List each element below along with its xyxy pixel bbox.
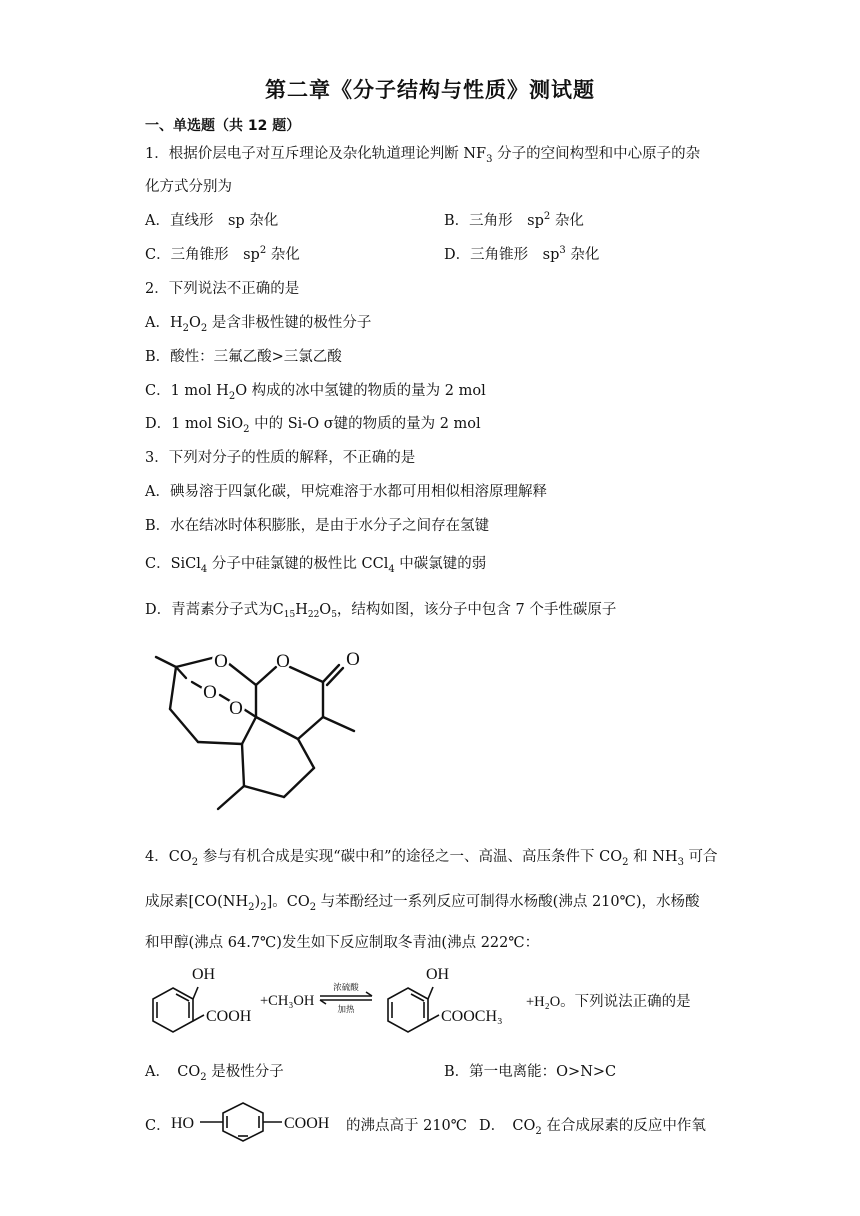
q2-option-a[interactable]: A．$H_2O_2$ 是含非极性键的极性分子 — [145, 315, 372, 334]
artemisinin-oxygen-5: O — [229, 698, 243, 719]
artemisinin-oxygen-4: O — [203, 682, 217, 703]
page-title: 第二章《分子结构与性质》测试题 — [265, 78, 595, 102]
q3-option-c[interactable]: C．SiCl$_4$ 分子中硅氯键的极性比 CCl$_4$ 中碳氯键的弱 — [145, 556, 487, 575]
hydroxybenzoic-acid-structure — [168, 1100, 348, 1144]
reactant-cooh-label: COOH — [206, 1008, 252, 1025]
q2-option-d[interactable]: D．1 mol SiO$_2$ 中的 Si-O σ键的物质的量为 2 mol — [145, 416, 481, 435]
q1-option-d[interactable]: D．三角锥形 $sp^3$ 杂化 — [444, 245, 600, 263]
q3-option-d[interactable]: D．青蒿素分子式为$C_{15}H_{22}O_5$，结构如图，该分子中包含 7 个手性碳原子 — [145, 602, 617, 620]
artemisinin-structure — [148, 645, 378, 820]
q4-stem-line3: 和甲醇(沸点 64.7℃)发生如下反应制取冬青油(沸点 222℃： — [145, 935, 540, 951]
q4-option-c-label[interactable]: C． — [145, 1118, 171, 1134]
artemisinin-oxygen-3: O — [346, 649, 360, 670]
condition-top: 浓硫酸 — [333, 982, 359, 992]
q3-option-b[interactable]: B．水在结冰时体积膨胀，是由于水分子之间存在氢键 — [145, 518, 490, 534]
reaction-tail: +H₂O。下列说法正确的是 — [526, 994, 691, 1010]
reactant-oh-label: OH — [192, 966, 216, 983]
q1-stem: 1．根据价层电子对互斥理论及杂化轨道理论判断 $NF_3$ 分子的空间构型和中心原子的杂 — [145, 146, 701, 165]
q4-stem-line1: 4．$CO_2$ 参与有机合成是实现“碳中和”的途径之一、高温、高压条件下 $CO_2$ 和 $NH_3$ 可合 — [145, 849, 718, 868]
q2-option-c[interactable]: C．1 mol $H_2O$ 构成的冰中氢键的物质的量为 2 mol — [145, 383, 486, 402]
artemisinin-oxygen-2: O — [276, 651, 290, 672]
methanol-label: +CH₃OH — [260, 993, 315, 1009]
condition-bottom: 加热 — [337, 1004, 355, 1014]
product-cooch3-label: COOCH₃ — [441, 1008, 503, 1025]
q2-option-b[interactable]: B．酸性：三氟乙酸>三氯乙酸 — [145, 349, 342, 365]
q4-option-c-text: 的沸点高于 210℃ — [346, 1118, 468, 1134]
reaction-scheme — [140, 958, 720, 1038]
q1-option-b[interactable]: B．三角形 $sp^2$ 杂化 — [444, 211, 584, 229]
q3-option-a[interactable]: A．碘易溶于四氯化碳，甲烷难溶于水都可用相似相溶原理解释 — [145, 484, 547, 500]
artemisinin-oxygen-1: O — [214, 651, 228, 672]
q2-stem: 2．下列说法不正确的是 — [145, 281, 300, 297]
ho-label: HO — [171, 1115, 195, 1132]
q1-option-a[interactable]: A．直线形 sp 杂化 — [145, 213, 279, 229]
q4-option-d[interactable]: D． $CO_2$ 在合成尿素的反应中作氧 — [479, 1118, 706, 1137]
q1-option-c[interactable]: C．三角锥形 $sp^2$ 杂化 — [145, 245, 300, 263]
product-oh-label: OH — [426, 966, 450, 983]
q3-stem: 3．下列对分子的性质的解释，不正确的是 — [145, 450, 416, 466]
cooh-label: COOH — [284, 1115, 330, 1132]
q1-stem-cont: 化方式分别为 — [145, 179, 232, 195]
section-heading: 一、单选题（共 12 题） — [145, 118, 301, 134]
q4-option-a[interactable]: A． $CO_2$ 是极性分子 — [145, 1064, 284, 1083]
q4-stem-line2: 成尿素$[CO(NH_2)_2]$。$CO_2$ 与苯酚经过一系列反应可制得水杨酸(沸点 210℃)，水杨酸 — [145, 894, 700, 913]
q4-option-b[interactable]: B．第一电离能：O>N>C — [444, 1064, 617, 1080]
